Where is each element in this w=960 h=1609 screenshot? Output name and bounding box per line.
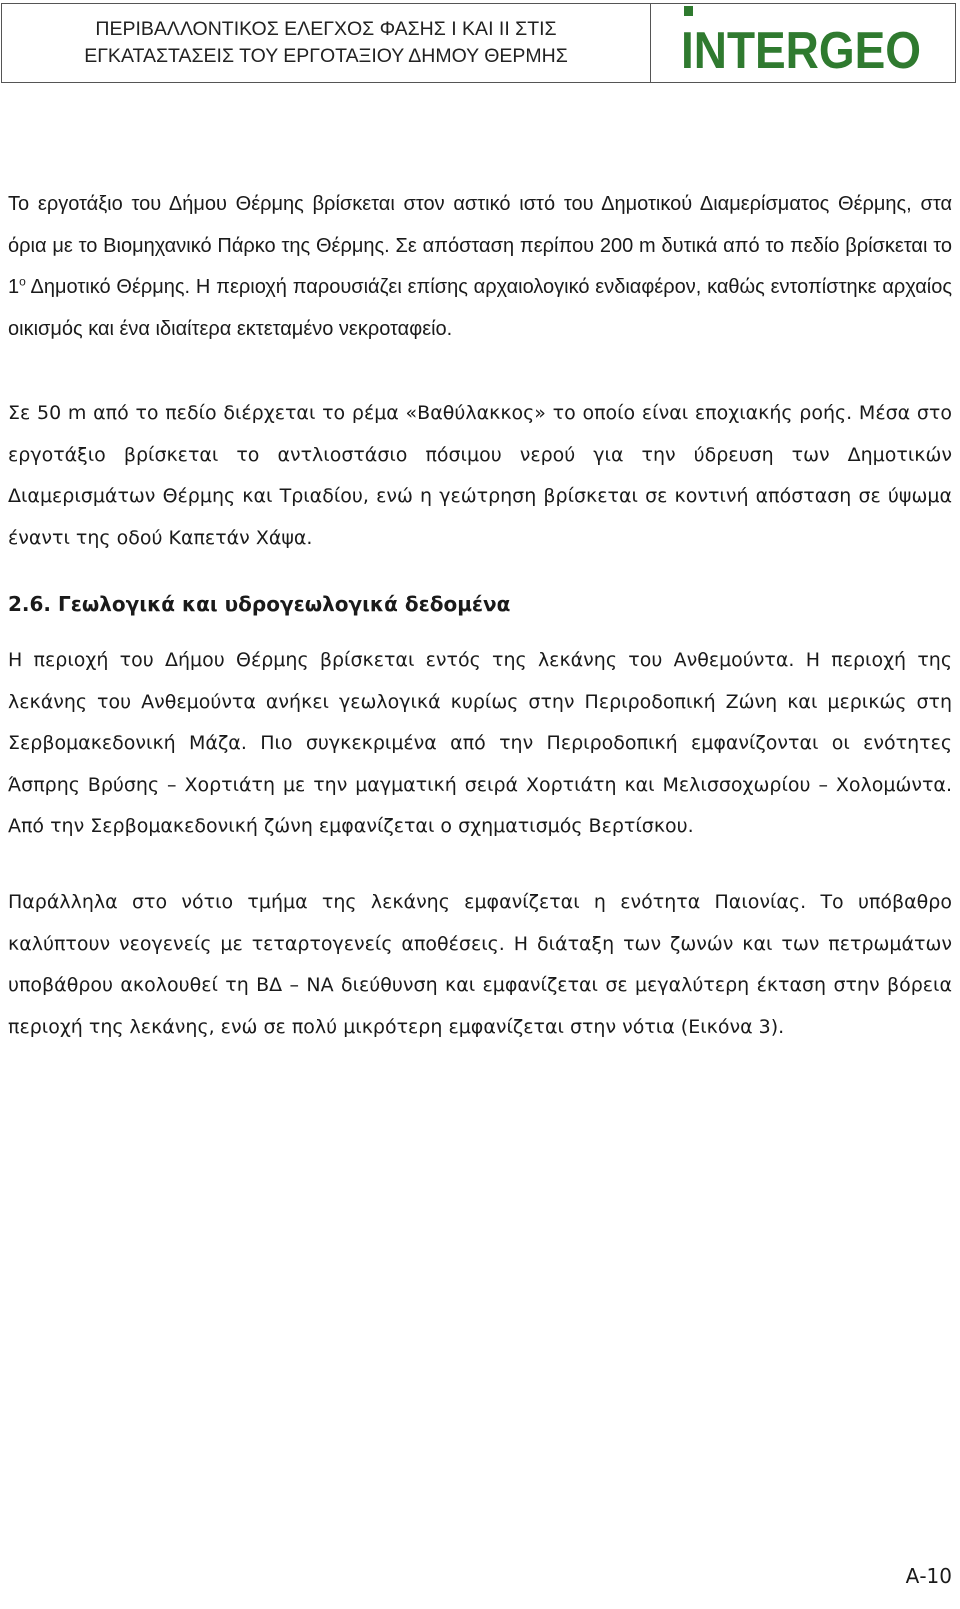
logo-text: INTERGEO <box>681 22 921 80</box>
intergeo-logo-graphic <box>651 4 956 81</box>
paragraph-basement: Παράλληλα στο νότιο τμήμα της λεκάνης εμφανίζεται η ενότητα Παιονίας. Το υπόβαθρο καλύπτουν νεογενείς με τεταρτογενείς αποθέσεις. Η διάταξη των ζωνών και των πετρωμάτων υποβάθρου ακολουθεί τη ΒΔ – ΝΑ διεύθυνση και εμφανίζεται σε μεγαλύτερη έκταση στην βόρεια περιοχή της λεκάνης, ενώ σε πολύ μικρότερη εμφανίζεται στην νότια (Εικόνα 3). <box>8 891 952 1038</box>
page-header <box>1 3 956 83</box>
section-heading: 2.6. Γεωλογικά και υδρογεωλογικά δεδομένα <box>8 592 511 616</box>
paragraph-stream: Σε 50 m από το πεδίο διέρχεται το ρέμα «Βαθύλακκος» το οποίο είναι εποχιακής ροής. Μέσα στο εργοτάξιο βρίσκεται το αντλιοστάσιο πόσιμου νερού για την ύδρευση των Δημοτικών Διαμερισμάτων Θέρμης και Τριαδίου, ενώ η γεώτρηση βρίσκεται σε κοντινή απόσταση σε ύψωμα έναντι της οδού Καπετάν Χάψα. <box>8 402 952 549</box>
document-title-line-2: ΕΓΚΑΤΑΣΤΑΣΕΙΣ ΤΟΥ ΕΡΓΟΤΑΞΙΟΥ ΔΗΜΟΥ ΘΕΡΜΗΣ <box>84 45 568 67</box>
document-title <box>2 4 651 82</box>
paragraph-location: Το εργοτάξιο του Δήμου Θέρμης βρίσκεται στον αστικό ιστό του Δημοτικού Διαμερίσματος Θέρμης, στα όρια με το Βιομηχανικό Πάρκο της Θέρμης. Σε απόσταση περίπου 200 m δυτικά από το πεδίο βρίσκεται το $1^o$ Δημοτικό Θέρμης. Η περιοχή παρουσιάζει επίσης αρχαιολογικό ενδιαφέρον, καθώς εντοπίστηκε αρχαίος οικισμός και ένα ιδιαίτερα εκτεταμένο νεκροταφείο. <box>8 193 952 340</box>
paragraph-geology: Η περιοχή του Δήμου Θέρμης βρίσκεται εντός της λεκάνης του Ανθεμούντα. Η περιοχή της λεκάνης του Ανθεμούντα ανήκει γεωλογικά κυρίως στην Περιροδοπική Ζώνη και μερικώς στη Σερβομακεδονική Μάζα. Πιο συγκεκριμένα από την Περιροδοπική εμφανίζονται οι ενότητες Άσπρης Βρύσης – Χορτιάτη με την μαγματική σειρά Χορτιάτη και Μελισσοχωρίου – Χολομώντα. Από την Σερβομακεδονική ζώνη εμφανίζεται ο σχηματισμός Βερτίσκου. <box>8 649 952 837</box>
intergeo-logo <box>651 4 955 82</box>
page-number: Α-10 <box>905 1564 952 1588</box>
document-title-line-1: ΠΕΡΙΒΑΛΛΟΝΤΙΚΟΣ ΕΛΕΓΧΟΣ ΦΑΣΗΣ Ι ΚΑΙ ΙΙ ΣΤΙΣ <box>95 18 557 40</box>
